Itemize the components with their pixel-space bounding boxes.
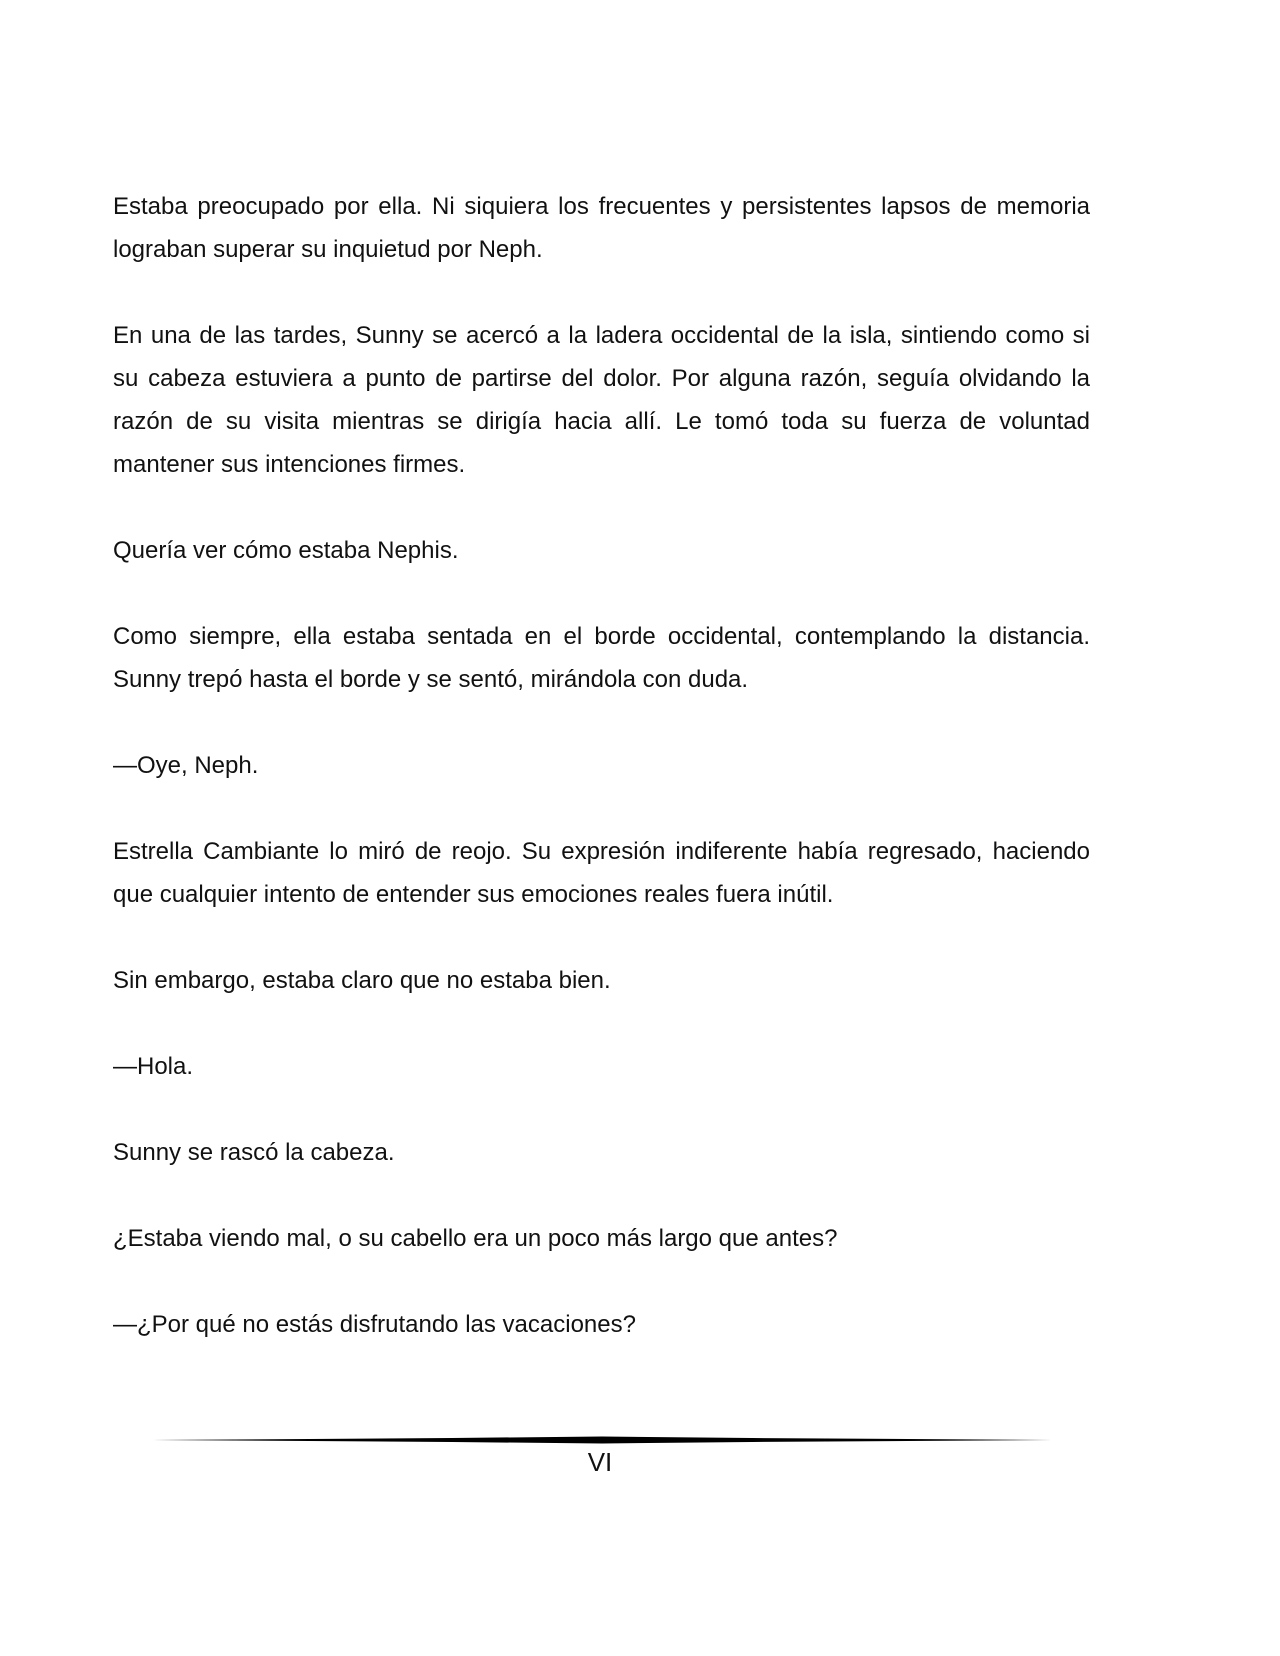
paragraph: ¿Estaba viendo mal, o su cabello era un poco más largo que antes? [113, 1225, 838, 1252]
paragraph: En una de las tardes, Sunny se acercó a la ladera occidental de la isla, sintiendo como si su cabeza estuviera a punto de partirse del dolor. Por alguna razón, seguía olvidando la razón de su visita mientras se dirigía hacia allí. Le tomó toda su fuerza de voluntad mantener sus intenciones firmes. [113, 322, 1090, 478]
page-number: VI [587, 1447, 613, 1477]
dialogue-line: —Oye, Neph. [113, 752, 259, 779]
dialogue-line: —¿Por qué no estás disfrutando las vacaciones? [113, 1311, 636, 1338]
paragraph: Estrella Cambiante lo miró de reojo. Su expresión indiferente había regresado, haciendo que cualquier intento de entender sus emociones reales fuera inútil. [113, 838, 1090, 908]
paragraph: Sunny se rascó la cabeza. [113, 1139, 395, 1166]
paragraph: Sin embargo, estaba claro que no estaba bien. [113, 967, 611, 994]
body-text [113, 185, 1090, 1389]
paragraph: Quería ver cómo estaba Nephis. [113, 537, 459, 564]
dialogue-line: —Hola. [113, 1053, 194, 1080]
paragraph: Estaba preocupado por ella. Ni siquiera los frecuentes y persistentes lapsos de memoria lograban superar su inquietud por Neph. [113, 193, 1090, 263]
paragraph: Como siempre, ella estaba sentada en el borde occidental, contemplando la distancia. Sunny trepó hasta el borde y se sentó, mirándola con duda. [113, 623, 1090, 693]
